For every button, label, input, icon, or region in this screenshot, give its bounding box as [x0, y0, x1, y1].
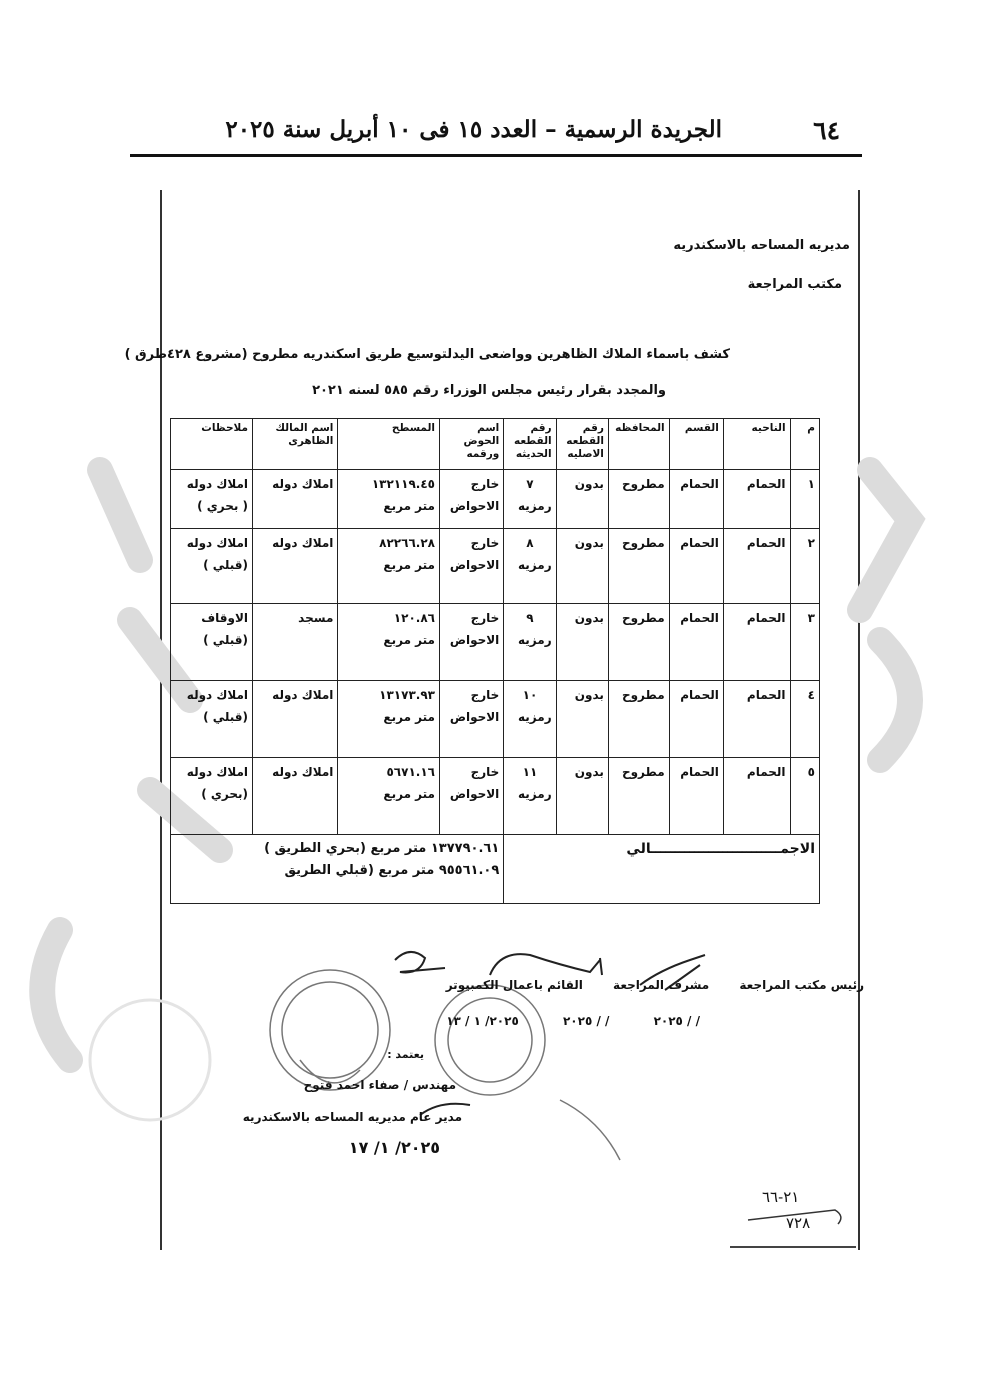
cell-governorate: مطروح [608, 529, 669, 604]
basin-line2: الاحواض [449, 633, 500, 647]
page-number: ٦٤ [813, 116, 840, 145]
table-row [171, 529, 820, 604]
total-values [171, 835, 504, 904]
cell-area [338, 758, 440, 835]
label-office-head: رئيس مكتب المراجعة [739, 978, 864, 992]
cell-new-plot [504, 758, 556, 835]
cell-new-plot [504, 681, 556, 758]
cell-governorate: مطروح [608, 758, 669, 835]
new-plot-label: رمزيه [518, 499, 552, 513]
notes-line1: املاك دوله [186, 477, 249, 491]
cell-basin [439, 758, 503, 835]
row-number: ٤ [790, 681, 819, 758]
header-qism: القسم [669, 419, 723, 470]
new-plot-label: رمزيه [518, 787, 552, 801]
new-plot-label: رمزيه [518, 558, 552, 572]
notes-line2: (قبلي ) [203, 710, 249, 724]
new-plot-label: رمزيه [518, 633, 552, 647]
header-basin: اسم الحوض ورقمه [439, 419, 503, 470]
area-unit: متر مربع [383, 787, 435, 801]
cell-qism: الحمام [669, 470, 723, 529]
header-area: المسطح [338, 419, 440, 470]
area-unit: متر مربع [383, 710, 435, 724]
total-south: ٩٥٥٦١.٠٩ متر مربع (قبلي الطريق [284, 863, 500, 878]
date-office-head: / / ٢٠٢٥ [653, 1014, 700, 1028]
cell-new-plot [504, 470, 556, 529]
header-new-plot: رقم القطعه الحديثه [504, 419, 556, 470]
date-review-supervisor: / / ٢٠٢٥ [562, 1014, 610, 1028]
cell-owner: املاك دوله [253, 681, 338, 758]
new-plot-number: ١٠ [522, 688, 538, 702]
notes-line2: ( بحري ) [197, 499, 249, 513]
header-original-plot: رقم القطعه الاصليه [556, 419, 608, 470]
new-plot-number: ٧ [526, 477, 534, 491]
cell-governorate: مطروح [608, 681, 669, 758]
cell-owner: املاك دوله [253, 470, 338, 529]
cell-notes [171, 529, 253, 604]
cell-nahia: الحمام [723, 681, 790, 758]
header-m: م [790, 419, 819, 470]
gazette-header [130, 112, 862, 152]
notes-line1: املاك دوله [186, 765, 249, 779]
cell-qism: الحمام [669, 681, 723, 758]
cell-nahia: الحمام [723, 604, 790, 681]
cell-nahia: الحمام [723, 529, 790, 604]
cell-governorate: مطروح [608, 470, 669, 529]
date-computer-operator: ٢٠٢٥/ ١ / ١٣ [446, 1014, 519, 1028]
header-owner: اسم المالك الظاهرى [253, 419, 338, 470]
cell-governorate: مطروح [608, 604, 669, 681]
cell-area [338, 470, 440, 529]
basin-line2: الاحواض [449, 499, 500, 513]
row-number: ٣ [790, 604, 819, 681]
notes-line2: (قبلي ) [203, 558, 249, 572]
table-row [171, 470, 820, 529]
area-value: ١٣٢١١٩.٤٥ [371, 477, 435, 491]
cell-original-plot: بدون [556, 681, 608, 758]
cell-original-plot: بدون [556, 470, 608, 529]
cell-area [338, 529, 440, 604]
notes-line1: الاوقاف [201, 611, 249, 625]
margin-note-bottom: ٧٢٨ [786, 1214, 811, 1232]
area-unit: متر مربع [383, 633, 435, 647]
cell-basin [439, 604, 503, 681]
new-plot-label: رمزيه [518, 710, 552, 724]
cell-notes [171, 604, 253, 681]
total-row [171, 835, 820, 904]
gazette-title: الجريدة الرسمية – العدد ١٥ فى ١٠ أبريل سنة ٢٠٢٥ [225, 116, 722, 143]
cell-notes [171, 470, 253, 529]
cell-area [338, 681, 440, 758]
area-value: ٥٦٧١.١٦ [386, 765, 435, 779]
cell-owner: املاك دوله [253, 758, 338, 835]
table-row [171, 758, 820, 835]
cell-area [338, 604, 440, 681]
department-name: مديريه المساحه بالاسكندريه [673, 238, 850, 253]
cell-new-plot [504, 604, 556, 681]
new-plot-number: ١١ [522, 765, 538, 779]
cell-original-plot: بدون [556, 529, 608, 604]
cell-qism: الحمام [669, 604, 723, 681]
cell-basin [439, 470, 503, 529]
basin-line2: الاحواض [449, 787, 500, 801]
document-subtitle: والمجدد بقرار رئيس مجلس الوزراء رقم ٥٨٥ لسنه ٢٠٢١ [312, 383, 666, 398]
cell-owner: مسجد [253, 604, 338, 681]
cell-basin [439, 529, 503, 604]
general-manager-title: مدير عام مديريه المساحه بالاسكندريه [242, 1110, 462, 1124]
new-plot-number: ٩ [526, 611, 534, 625]
cell-nahia: الحمام [723, 470, 790, 529]
table-row [171, 681, 820, 758]
total-label: الاجمـــــــــــــــــــــــــــالي [504, 835, 820, 904]
area-value: ٨٢٢٦٦.٢٨ [379, 536, 435, 550]
notes-line2: (قبلي ) [203, 633, 249, 647]
document-title: كشف باسماء الملاك الظاهرين وواضعى اليدلتوسيع طريق اسكندريه مطروح (مشروع ٤٢٨طرق ) [124, 347, 730, 362]
general-manager-date: ٢٠٢٥/ ١/ ١٧ [348, 1138, 440, 1157]
basin-line2: الاحواض [449, 710, 500, 724]
margin-note-top: ٢١-٦٦ [762, 1188, 800, 1206]
owners-table [170, 418, 820, 904]
header-rule [130, 154, 862, 157]
basin-line1: خارج [470, 688, 500, 702]
signature-dates [406, 1014, 700, 1028]
cell-original-plot: بدون [556, 604, 608, 681]
notes-line1: املاك دوله [186, 536, 249, 550]
cell-notes [171, 758, 253, 835]
header-governorate: المحافظه [608, 419, 669, 470]
basin-line2: الاحواض [449, 558, 500, 572]
row-number: ١ [790, 470, 819, 529]
label-computer-operator: القائم باعمال الكمبيوتر [445, 978, 583, 992]
engineer-name: مهندس / صفاء احمد فتوح [303, 1078, 456, 1092]
cell-nahia: الحمام [723, 758, 790, 835]
cell-original-plot: بدون [556, 758, 608, 835]
row-number: ٢ [790, 529, 819, 604]
notes-line2: (بحري ) [201, 787, 249, 801]
basin-line1: خارج [470, 765, 500, 779]
basin-line1: خارج [470, 611, 500, 625]
row-number: ٥ [790, 758, 819, 835]
basin-line1: خارج [470, 536, 500, 550]
cell-new-plot [504, 529, 556, 604]
basin-line1: خارج [470, 477, 500, 491]
signature-labels [420, 978, 864, 992]
cell-basin [439, 681, 503, 758]
cell-qism: الحمام [669, 758, 723, 835]
header-notes: ملاحظات [171, 419, 253, 470]
cell-notes [171, 681, 253, 758]
area-value: ١٣١٧٣.٩٣ [379, 688, 435, 702]
label-review-supervisor: مشرف المراجعة [613, 978, 710, 992]
area-unit: متر مربع [383, 558, 435, 572]
table-header-row [171, 419, 820, 470]
cell-qism: الحمام [669, 529, 723, 604]
table-row [171, 604, 820, 681]
area-value: ١٢٠.٨٦ [393, 611, 435, 625]
cell-owner: املاك دوله [253, 529, 338, 604]
notes-line1: املاك دوله [186, 688, 249, 702]
total-north: ١٣٧٧٩٠.٦١ متر مربع (بحري الطريق ) [264, 841, 500, 856]
approval-label: يعتمد : [387, 1048, 424, 1061]
office-name: مكتب المراجعة [747, 277, 842, 292]
frame-bottom-edge [730, 1246, 856, 1248]
new-plot-number: ٨ [526, 536, 534, 550]
area-unit: متر مربع [383, 499, 435, 513]
header-nahia: الناحيه [723, 419, 790, 470]
